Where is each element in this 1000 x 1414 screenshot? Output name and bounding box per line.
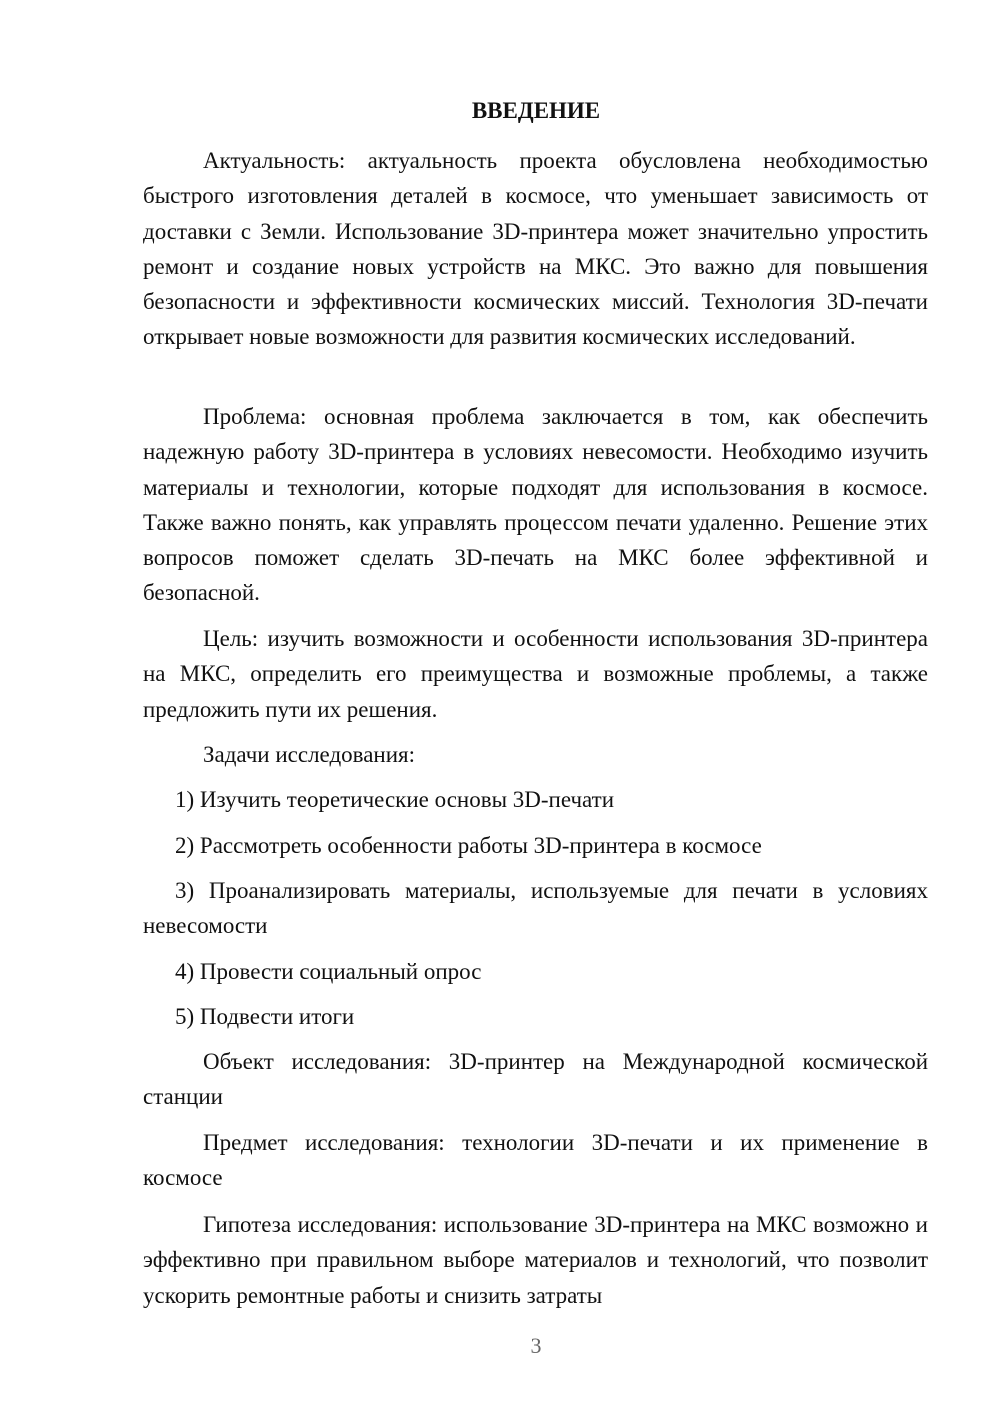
paragraph-problem: Проблема: основная проблема заключается в том, как обеспечить надежную работу 3D-принтера в условиях невесомости. Необходимо изучить материалы и технологии, которые подходят для использования в космосе. Также важно понять, как управлять процессом печати удаленно. Решение этих вопросов поможет сделать 3D-печать на МКС более эффективной и безопасной. xyxy=(143,404,928,606)
paragraph-subject: Предмет исследования: технологии 3D-печати и их применение в космосе xyxy=(143,1130,928,1191)
paragraph-goal: Цель: изучить возможности и особенности использования 3D-принтера на МКС, определить его преимущества и возможные проблемы, а также предложить пути их решения. xyxy=(143,626,928,722)
paragraph-hypothesis: Гипотеза исследования: использование 3D-принтера на МКС возможно и эффективно при правильном выборе материалов и технологий, что позволит ускорить ремонтные работы и снизить затраты xyxy=(143,1212,928,1308)
task-item-3: 3) Проанализировать материалы, используемые для печати в условиях невесомости xyxy=(143,878,928,939)
task-item-1: 1) Изучить теоретические основы 3D-печати xyxy=(175,787,615,812)
paragraph-relevance: Актуальность: актуальность проекта обусловлена необходимостью быстрого изготовления деталей в космосе, что уменьшает зависимость от доставки с Земли. Использование 3D-принтера может значительно упростить ремонт и создание новых устройств на МКС. Это важно для повышения безопасности и эффективности космических миссий. Технология 3D-печати открывает новые возможности для развития космических исследований. xyxy=(143,148,928,350)
page-number: 3 xyxy=(530,1333,542,1358)
paragraph-object: Объект исследования: 3D-принтер на Международной космической станции xyxy=(143,1049,928,1110)
task-item-4: 4) Провести социальный опрос xyxy=(175,959,482,984)
task-item-2: 2) Рассмотреть особенности работы 3D-принтера в космосе xyxy=(175,833,762,858)
task-item-5: 5) Подвести итоги xyxy=(175,1004,355,1029)
tasks-title: Задачи исследования: xyxy=(203,742,416,767)
section-heading: ВВЕДЕНИЕ xyxy=(471,98,601,123)
